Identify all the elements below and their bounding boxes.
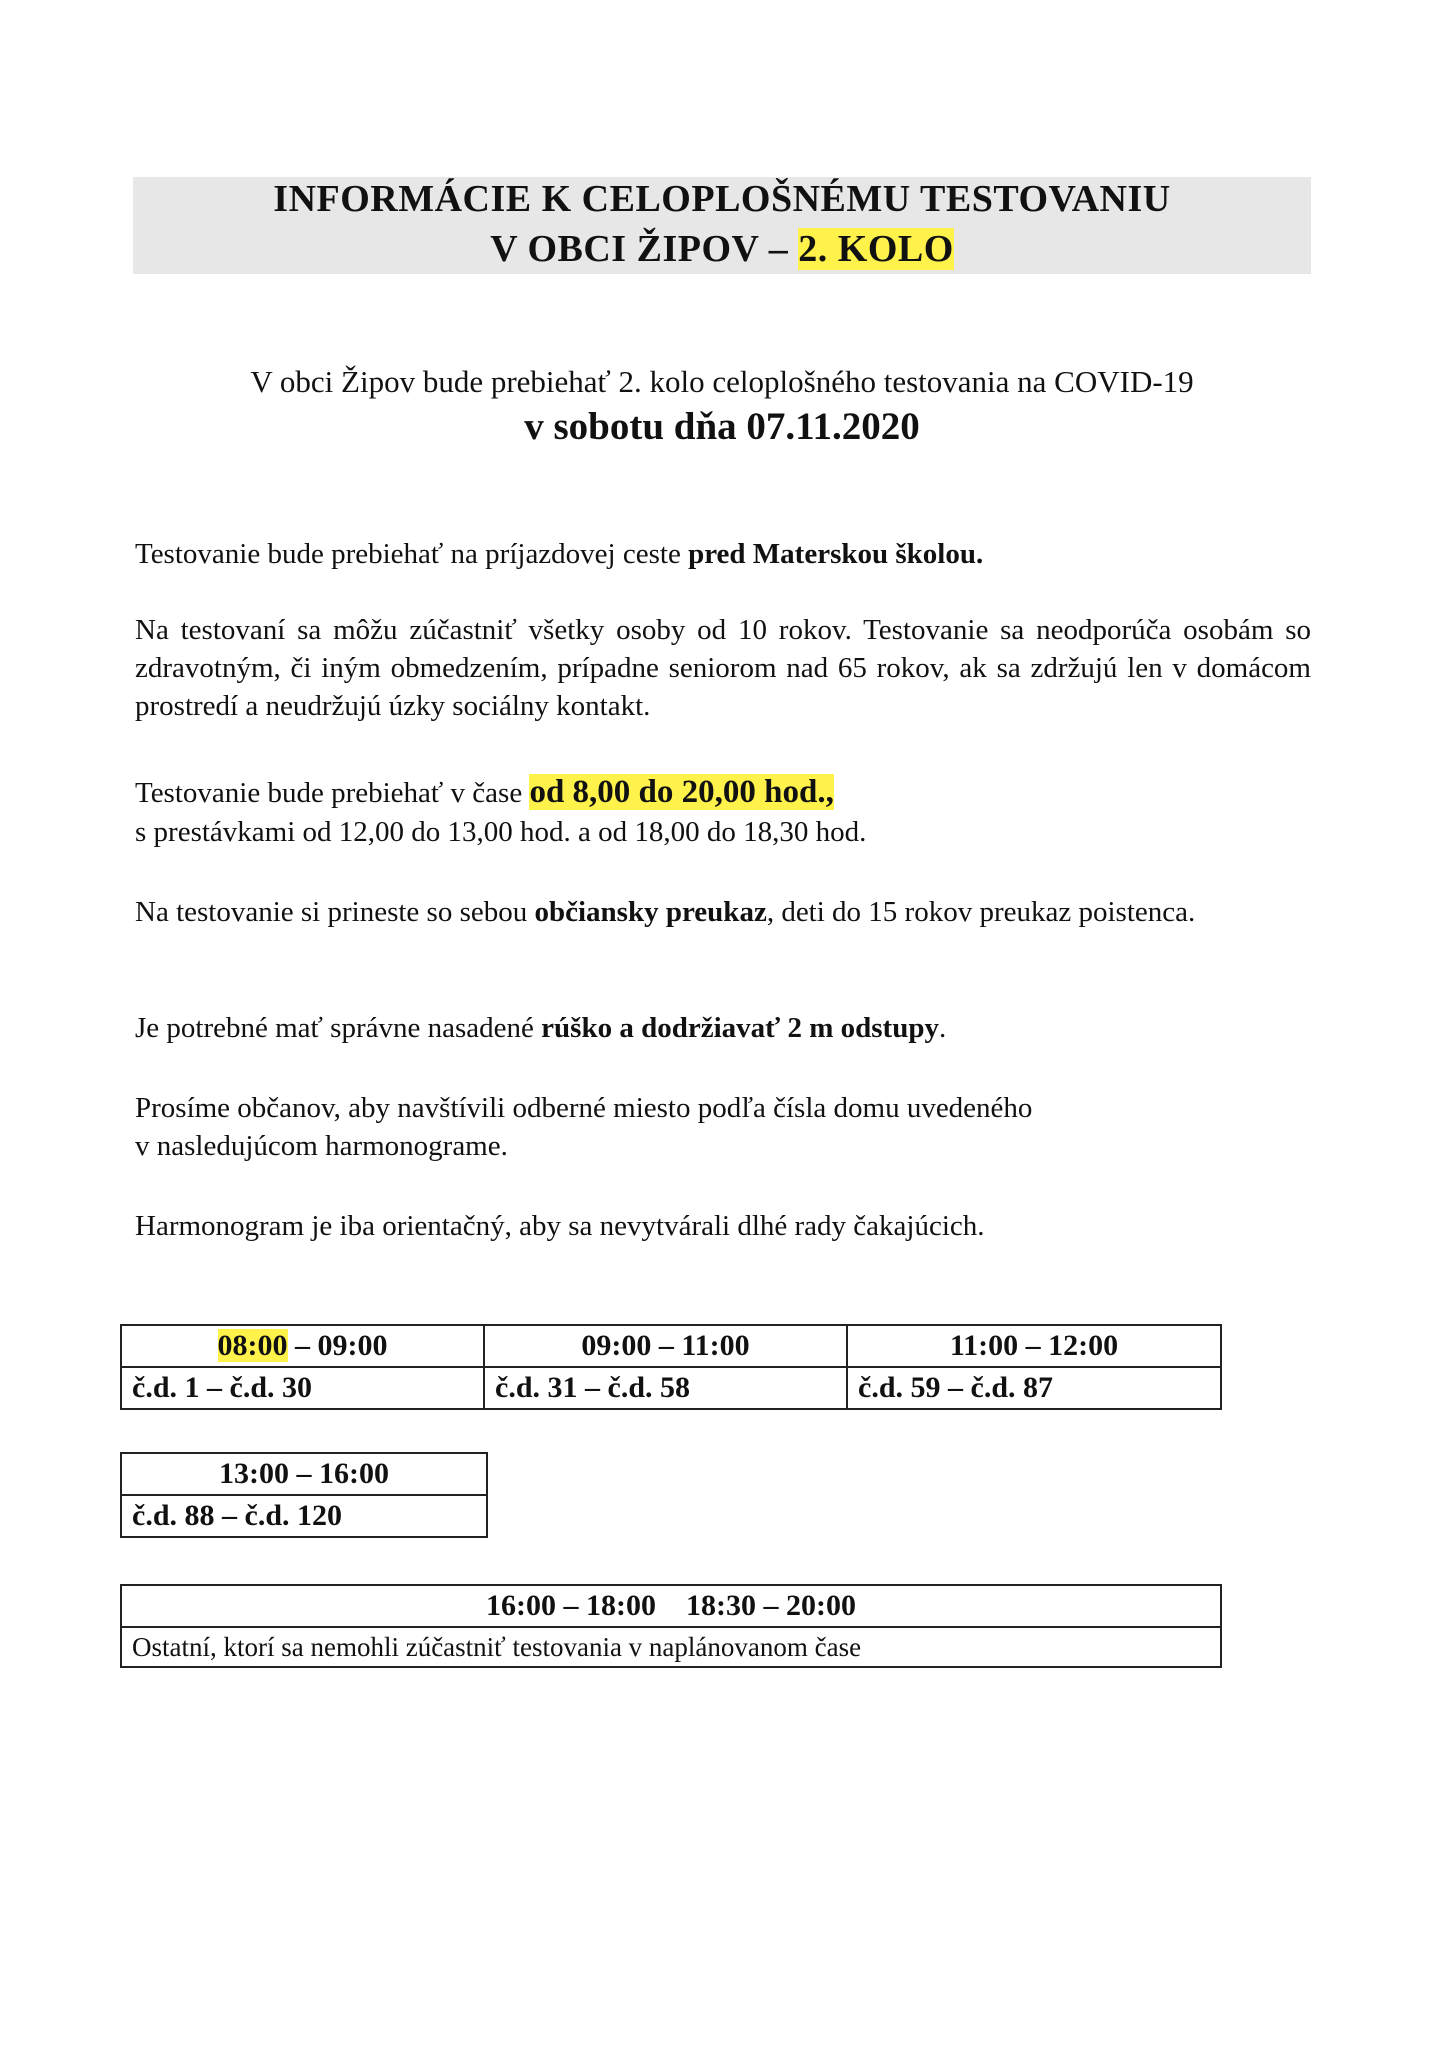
- slot-1-start-highlight: 08:00: [217, 1329, 288, 1362]
- schedule-range-row: [121, 1367, 1221, 1409]
- location-bold: pred Materskou školou.: [688, 538, 984, 570]
- slot-3-time: 11:00 – 12:00: [847, 1325, 1221, 1367]
- location-paragraph: [135, 535, 1315, 573]
- round-highlight: 2. KOLO: [798, 228, 954, 270]
- request-line-1: Prosíme občanov, aby navštívili odberné miesto podľa čísla domu uvedeného: [135, 1092, 1033, 1124]
- schedule-time-row: [121, 1325, 1221, 1367]
- request-line-2: v nasledujúcom harmonograme.: [135, 1130, 508, 1162]
- slot-3-range: č.d. 59 – č.d. 87: [847, 1367, 1221, 1409]
- harmonogram-note: Harmonogram je iba orientačný, aby sa nevytvárali dlhé rady čakajúcich.: [135, 1210, 985, 1242]
- page-title-line-2: [133, 226, 1311, 272]
- schedule-note-row: [121, 1627, 1221, 1667]
- schedule-table-3: [120, 1584, 1222, 1668]
- slot-5-note: Ostatní, ktorí sa nemohli zúčastniť testovania v naplánovanom čase: [121, 1627, 1221, 1667]
- slot-1-end: – 09:00: [287, 1329, 388, 1362]
- breaks-line: s prestávkami od 12,00 do 13,00 hod. a od 18,00 do 18,30 hod.: [135, 816, 867, 848]
- time-highlight: od 8,00 do 20,00 hod.,: [529, 774, 834, 810]
- time-text: Testovanie bude prebiehať v čase: [135, 777, 530, 809]
- slot-5-time: 16:00 – 18:00 18:30 – 20:00: [121, 1585, 1221, 1627]
- location-text: Testovanie bude prebiehať na príjazdovej ceste: [135, 538, 689, 570]
- id-text: Na testovanie si prineste so sebou: [135, 896, 535, 928]
- test-date: v sobotu dňa 07.11.2020: [524, 405, 920, 448]
- mask-suffix: .: [938, 1012, 947, 1044]
- mask-text: Je potrebné mať správne nasadené: [135, 1012, 542, 1044]
- id-suffix: , deti do 15 rokov preukaz poistenca.: [766, 896, 1196, 928]
- slot-4-time: 13:00 – 16:00: [121, 1453, 487, 1495]
- mask-paragraph: [135, 1009, 1315, 1047]
- slot-2-time: 09:00 – 11:00: [484, 1325, 847, 1367]
- schedule-table-1: [120, 1324, 1222, 1410]
- mask-bold: rúško a dodržiavať 2 m odstupy: [541, 1012, 939, 1044]
- intro-line-1: V obci Žipov bude prebiehať 2. kolo celoplošného testovania na COVID-19: [250, 364, 1194, 399]
- schedule-range-row: [121, 1495, 487, 1537]
- schedule-time-row: [121, 1585, 1221, 1627]
- page-title-line-1: INFORMÁCIE K CELOPLOŠNÉMU TESTOVANIU: [273, 178, 1171, 220]
- slot-1-range: č.d. 1 – č.d. 30: [121, 1367, 484, 1409]
- schedule-table-2: [120, 1452, 488, 1538]
- slot-1-time: [121, 1325, 484, 1367]
- eligibility-paragraph: Na testovaní sa môžu zúčastniť všetky osoby od 10 rokov. Testovanie sa neodporúča osobám so zdravotným, či iným obmedzením, prípadne seniorom nad 65 rokov, ak sa zdržujú len v domácom prostredí a neudržujú úzky sociálny kontakt.: [135, 614, 1311, 722]
- slot-4-range: č.d. 88 – č.d. 120: [121, 1495, 487, 1537]
- slot-2-range: č.d. 31 – č.d. 58: [484, 1367, 847, 1409]
- title-prefix: V OBCI ŽIPOV –: [490, 228, 799, 270]
- schedule-time-row: [121, 1453, 487, 1495]
- id-paragraph: [135, 893, 1265, 931]
- id-bold: občiansky preukaz: [534, 896, 767, 928]
- time-paragraph: [135, 773, 1315, 812]
